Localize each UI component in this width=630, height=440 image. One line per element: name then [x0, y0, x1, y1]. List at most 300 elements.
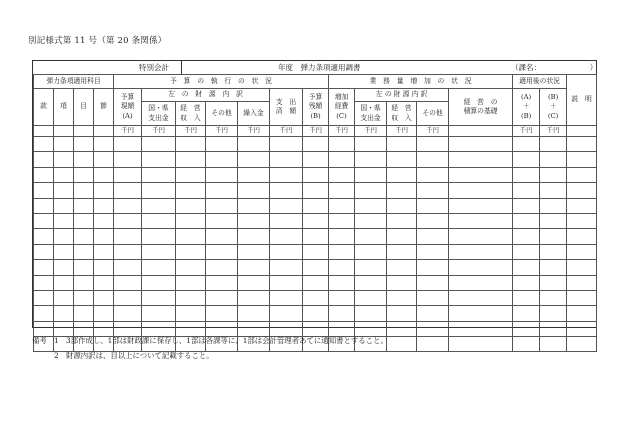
entry-cell[interactable] [355, 229, 387, 244]
entry-cell[interactable] [417, 244, 449, 259]
entry-cell[interactable] [417, 321, 449, 336]
unit-cell-empty [54, 126, 74, 137]
entry-cell[interactable] [540, 137, 567, 152]
entry-cell[interactable] [176, 229, 206, 244]
table-row [34, 183, 597, 198]
entry-cell[interactable] [114, 198, 142, 213]
entry-cell[interactable] [176, 290, 206, 305]
entry-cell[interactable] [114, 167, 142, 182]
entry-cell[interactable] [54, 152, 74, 167]
entry-cell[interactable] [206, 229, 238, 244]
entry-cell[interactable] [513, 290, 540, 305]
entry-cell[interactable] [449, 337, 513, 352]
entry-cell[interactable] [74, 198, 94, 213]
entry-cell[interactable] [449, 213, 513, 228]
entry-cell[interactable] [94, 152, 114, 167]
entry-cell[interactable] [449, 321, 513, 336]
entry-cell[interactable] [74, 229, 94, 244]
unit-cell-empty [567, 126, 597, 137]
entry-cell[interactable] [513, 275, 540, 290]
entry-cell[interactable] [238, 198, 270, 213]
a-plus-b-l2: ＋ [522, 102, 530, 111]
entry-cell[interactable] [513, 137, 540, 152]
table-row [34, 167, 597, 182]
entry-cell[interactable] [417, 183, 449, 198]
entry-cell[interactable] [142, 306, 176, 321]
note-line-1 [32, 333, 388, 348]
entry-cell[interactable] [94, 198, 114, 213]
entry-cell[interactable] [34, 183, 54, 198]
entry-cell[interactable] [387, 306, 417, 321]
entry-cell[interactable] [142, 198, 176, 213]
entry-cell[interactable] [355, 198, 387, 213]
unit-business-income: 千円 [176, 126, 206, 137]
entry-cell[interactable] [94, 229, 114, 244]
entry-cell[interactable] [355, 306, 387, 321]
entry-cell[interactable] [449, 137, 513, 152]
explanation-header: 説 明 [567, 75, 597, 126]
entry-cell[interactable] [34, 198, 54, 213]
unit-cell-empty [94, 126, 114, 137]
entry-cell[interactable] [142, 152, 176, 167]
entry-cell[interactable] [449, 198, 513, 213]
entry-cell[interactable] [94, 137, 114, 152]
entry-cell[interactable] [355, 290, 387, 305]
entry-cell[interactable] [206, 198, 238, 213]
budget-bal-l3: (B) [310, 111, 321, 120]
entry-cell[interactable] [329, 244, 355, 259]
entry-cell[interactable] [449, 152, 513, 167]
entry-cell[interactable] [355, 244, 387, 259]
entry-cell[interactable] [387, 260, 417, 275]
entry-cell[interactable] [417, 167, 449, 182]
entry-cell[interactable] [94, 167, 114, 182]
entry-cell[interactable] [74, 306, 94, 321]
entry-cell[interactable] [540, 321, 567, 336]
entry-cell[interactable] [329, 137, 355, 152]
bus-income-l1: 経 営 [180, 104, 201, 112]
header-row-1 [34, 75, 597, 89]
entry-cell[interactable] [238, 183, 270, 198]
inc-cost-l3: (C) [336, 111, 347, 120]
entry-cell[interactable] [206, 260, 238, 275]
entry-cell[interactable] [387, 183, 417, 198]
entry-cell[interactable] [114, 260, 142, 275]
table-row [34, 198, 597, 213]
entry-cell[interactable] [303, 260, 329, 275]
entry-cell[interactable] [329, 198, 355, 213]
entry-cell[interactable] [449, 290, 513, 305]
entry-cell[interactable] [94, 290, 114, 305]
entry-cell[interactable] [417, 152, 449, 167]
entry-cell[interactable] [417, 213, 449, 228]
entry-cell[interactable] [567, 321, 597, 336]
entry-cell[interactable] [114, 229, 142, 244]
entry-cell[interactable] [176, 137, 206, 152]
entry-cell[interactable] [449, 260, 513, 275]
entry-cell[interactable] [417, 198, 449, 213]
entry-cell[interactable] [34, 260, 54, 275]
entry-cell[interactable] [206, 137, 238, 152]
spent-header [270, 89, 303, 126]
budget-amount-header [114, 89, 142, 126]
moku-header: 目 [74, 89, 94, 126]
entry-cell[interactable] [270, 213, 303, 228]
subject-header: 弾力条項適用科目 [34, 75, 114, 89]
entry-cell[interactable] [540, 244, 567, 259]
entry-cell[interactable] [567, 290, 597, 305]
entry-cell[interactable] [74, 167, 94, 182]
entry-cell[interactable] [540, 229, 567, 244]
entry-cell[interactable] [567, 183, 597, 198]
entry-cell[interactable] [176, 167, 206, 182]
entry-cell[interactable] [417, 275, 449, 290]
entry-cell[interactable] [176, 198, 206, 213]
entry-cell[interactable] [238, 260, 270, 275]
entry-cell[interactable] [142, 260, 176, 275]
entry-cell[interactable] [513, 198, 540, 213]
entry-cell[interactable] [74, 213, 94, 228]
entry-cell[interactable] [513, 260, 540, 275]
entry-cell[interactable] [206, 152, 238, 167]
entry-cell[interactable] [74, 183, 94, 198]
entry-cell[interactable] [329, 306, 355, 321]
entry-cell[interactable] [329, 152, 355, 167]
entry-cell[interactable] [142, 137, 176, 152]
table-row [34, 213, 597, 228]
entry-cell[interactable] [513, 167, 540, 182]
entry-cell[interactable] [238, 290, 270, 305]
entry-cell[interactable] [142, 213, 176, 228]
entry-cell[interactable] [238, 213, 270, 228]
entry-cell[interactable] [567, 137, 597, 152]
entry-cell[interactable] [74, 244, 94, 259]
entry-cell[interactable] [387, 337, 417, 352]
national-pref-2-header [355, 102, 387, 126]
unit-business-income-2: 千円 [387, 126, 417, 137]
entry-cell[interactable] [270, 244, 303, 259]
entry-cell[interactable] [303, 198, 329, 213]
entry-cell[interactable] [329, 183, 355, 198]
entry-cell[interactable] [567, 198, 597, 213]
entry-cell[interactable] [114, 275, 142, 290]
entry-cell[interactable] [329, 275, 355, 290]
entry-cell[interactable] [94, 213, 114, 228]
entry-cell[interactable] [270, 306, 303, 321]
entry-cell[interactable] [355, 275, 387, 290]
entry-cell[interactable] [176, 260, 206, 275]
entry-cell[interactable] [417, 229, 449, 244]
entry-cell[interactable] [387, 229, 417, 244]
entry-cell[interactable] [387, 213, 417, 228]
bus-income-l2: 収 入 [180, 113, 201, 122]
entry-cell[interactable] [329, 229, 355, 244]
entry-cell[interactable] [176, 244, 206, 259]
unit-other: 千円 [206, 126, 238, 137]
entry-cell[interactable] [513, 306, 540, 321]
entry-cell[interactable] [387, 275, 417, 290]
entry-cell[interactable] [114, 306, 142, 321]
entry-cell[interactable] [567, 167, 597, 182]
entry-cell[interactable] [513, 244, 540, 259]
nat-pref-b-l1: 国・県 [360, 104, 381, 112]
entry-cell[interactable] [238, 229, 270, 244]
entry-cell[interactable] [142, 229, 176, 244]
entry-cell[interactable] [387, 290, 417, 305]
entry-cell[interactable] [355, 152, 387, 167]
entry-cell[interactable] [513, 321, 540, 336]
table-row [34, 275, 597, 290]
entry-cell[interactable] [74, 290, 94, 305]
entry-cell[interactable] [540, 183, 567, 198]
entry-cell[interactable] [176, 152, 206, 167]
entry-cell[interactable] [94, 260, 114, 275]
entry-cell[interactable] [270, 260, 303, 275]
special-account-label: 特別会計 [139, 63, 169, 72]
entry-cell[interactable] [329, 260, 355, 275]
unit-cell-empty [449, 126, 513, 137]
entry-cell[interactable] [303, 183, 329, 198]
entry-cell[interactable] [329, 290, 355, 305]
entry-cell[interactable] [34, 167, 54, 182]
entry-cell[interactable] [94, 183, 114, 198]
entry-cell[interactable] [270, 183, 303, 198]
ledger-sheet [32, 60, 597, 328]
entry-cell[interactable] [94, 306, 114, 321]
entry-cell[interactable] [540, 275, 567, 290]
entry-cell[interactable] [387, 152, 417, 167]
entry-cell[interactable] [540, 167, 567, 182]
entry-cell[interactable] [54, 167, 74, 182]
entry-cell[interactable] [303, 290, 329, 305]
entry-cell[interactable] [176, 275, 206, 290]
entry-cell[interactable] [94, 244, 114, 259]
note-line-2 [32, 348, 388, 363]
note-text: 財源内訳は、目以上について記載すること。 [66, 351, 214, 360]
entry-cell[interactable] [270, 152, 303, 167]
entry-cell[interactable] [567, 275, 597, 290]
entry-cell[interactable] [206, 244, 238, 259]
entry-cell[interactable] [142, 275, 176, 290]
entry-cell[interactable] [387, 321, 417, 336]
other-2-header: その他 [417, 102, 449, 126]
entry-cell[interactable] [540, 306, 567, 321]
entry-cell[interactable] [206, 167, 238, 182]
entry-cell[interactable] [114, 152, 142, 167]
form-identifier: 別記様式第 11 号（第 20 条関係） [28, 36, 167, 46]
entry-cell[interactable] [540, 198, 567, 213]
entry-cell[interactable] [54, 137, 74, 152]
entry-cell[interactable] [176, 213, 206, 228]
entry-cell[interactable] [540, 152, 567, 167]
entry-cell[interactable] [387, 198, 417, 213]
entry-cell[interactable] [34, 244, 54, 259]
special-account-box [33, 61, 182, 74]
budget-amount-l3: (A) [122, 111, 133, 120]
nat-pref-l2: 支出金 [148, 113, 169, 122]
entry-cell[interactable] [355, 167, 387, 182]
entry-cell[interactable] [238, 167, 270, 182]
entry-cell[interactable] [176, 183, 206, 198]
entry-cell[interactable] [206, 306, 238, 321]
entry-cell[interactable] [567, 306, 597, 321]
spent-l2: 済 額 [275, 107, 297, 115]
entry-cell[interactable] [34, 152, 54, 167]
entry-cell[interactable] [114, 290, 142, 305]
entry-cell[interactable] [206, 275, 238, 290]
unit-increase-cost: 千円 [329, 126, 355, 137]
entry-cell[interactable] [513, 337, 540, 352]
entry-cell[interactable] [540, 260, 567, 275]
entry-cell[interactable] [270, 275, 303, 290]
budget-balance-header [303, 89, 329, 126]
setsu-header: 節 [94, 89, 114, 126]
entry-cell[interactable] [114, 244, 142, 259]
budget-bal-l1: 予算 [308, 92, 323, 101]
entry-cell[interactable] [387, 137, 417, 152]
entry-cell[interactable] [540, 290, 567, 305]
table-row [34, 306, 597, 321]
finance-breakdown-2-header: 左 の 財 源 内 訳 [355, 89, 449, 102]
entry-cell[interactable] [142, 167, 176, 182]
entry-cell[interactable] [114, 137, 142, 152]
entry-cell[interactable] [142, 290, 176, 305]
table-row [34, 260, 597, 275]
entry-cell[interactable] [54, 244, 74, 259]
entry-cell[interactable] [355, 137, 387, 152]
entry-cell[interactable] [513, 152, 540, 167]
entry-cell[interactable] [567, 229, 597, 244]
entry-cell[interactable] [303, 152, 329, 167]
entry-cell[interactable] [513, 213, 540, 228]
entry-cell[interactable] [449, 183, 513, 198]
entry-cell[interactable] [270, 167, 303, 182]
entry-cell[interactable] [329, 213, 355, 228]
entry-cell[interactable] [114, 213, 142, 228]
entry-cell[interactable] [238, 275, 270, 290]
entry-cell[interactable] [303, 244, 329, 259]
entry-cell[interactable] [142, 183, 176, 198]
entry-cell[interactable] [513, 229, 540, 244]
entry-cell[interactable] [270, 137, 303, 152]
table-row [34, 244, 597, 259]
entry-cell[interactable] [34, 275, 54, 290]
entry-cell[interactable] [417, 306, 449, 321]
entry-cell[interactable] [417, 260, 449, 275]
entry-cell[interactable] [34, 229, 54, 244]
entry-cell[interactable] [449, 306, 513, 321]
entry-cell[interactable] [74, 260, 94, 275]
entry-cell[interactable] [449, 244, 513, 259]
entry-cell[interactable] [417, 290, 449, 305]
entry-cell[interactable] [387, 167, 417, 182]
entry-cell[interactable] [387, 244, 417, 259]
section-name-label: （課名： ） [511, 63, 598, 72]
entry-cell[interactable] [114, 183, 142, 198]
workload-header: 業 務 量 増 加 の 状 況 [329, 75, 513, 89]
entry-cell[interactable] [54, 290, 74, 305]
entry-cell[interactable] [34, 306, 54, 321]
entry-cell[interactable] [142, 244, 176, 259]
entry-cell[interactable] [449, 275, 513, 290]
entry-cell[interactable] [206, 183, 238, 198]
nat-pref-l1: 国・県 [148, 104, 169, 112]
entry-cell[interactable] [303, 213, 329, 228]
entry-cell[interactable] [206, 290, 238, 305]
entry-cell[interactable] [513, 183, 540, 198]
entry-cell[interactable] [74, 152, 94, 167]
entry-cell[interactable] [567, 213, 597, 228]
unit-spent: 千円 [270, 126, 303, 137]
entry-cell[interactable] [329, 167, 355, 182]
entry-cell[interactable] [355, 213, 387, 228]
increase-cost-header [329, 89, 355, 126]
entry-cell[interactable] [303, 137, 329, 152]
entry-cell[interactable] [74, 137, 94, 152]
entry-cell[interactable] [54, 183, 74, 198]
finance-breakdown-header: 左 の 財 源 内 訳 [142, 89, 270, 102]
b-plus-c-l1: (B) [547, 92, 559, 101]
entry-cell[interactable] [449, 229, 513, 244]
entry-cell[interactable] [270, 290, 303, 305]
entry-cell[interactable] [54, 229, 74, 244]
entry-cell[interactable] [54, 306, 74, 321]
entry-cell[interactable] [176, 306, 206, 321]
entry-cell[interactable] [238, 137, 270, 152]
entry-cell[interactable] [238, 244, 270, 259]
entry-cell[interactable] [417, 137, 449, 152]
entry-cell[interactable] [94, 275, 114, 290]
entry-cell[interactable] [567, 260, 597, 275]
entry-cell[interactable] [355, 260, 387, 275]
table-row [34, 229, 597, 244]
entry-cell[interactable] [540, 213, 567, 228]
entry-cell[interactable] [567, 337, 597, 352]
entry-cell[interactable] [303, 167, 329, 182]
business-income-header [176, 102, 206, 126]
entry-cell[interactable] [567, 152, 597, 167]
entry-cell[interactable] [270, 198, 303, 213]
entry-cell[interactable] [238, 152, 270, 167]
entry-cell[interactable] [54, 213, 74, 228]
a-plus-b-l3: (B) [520, 111, 532, 120]
calc-basis-l2: 積算の基礎 [463, 107, 498, 115]
note-number: 2 [54, 351, 59, 360]
entry-cell[interactable] [540, 337, 567, 352]
entry-cell[interactable] [417, 337, 449, 352]
entry-cell[interactable] [54, 198, 74, 213]
entry-cell[interactable] [74, 275, 94, 290]
budget-amount-l2: 現額 [120, 102, 135, 111]
entry-cell[interactable] [270, 229, 303, 244]
unit-budget-balance: 千円 [303, 126, 329, 137]
entry-cell[interactable] [303, 229, 329, 244]
entry-cell[interactable] [34, 213, 54, 228]
entry-cell[interactable] [34, 290, 54, 305]
entry-cell[interactable] [238, 306, 270, 321]
entry-cell[interactable] [54, 260, 74, 275]
entry-cell[interactable] [54, 275, 74, 290]
entry-cell[interactable] [567, 244, 597, 259]
entry-cell[interactable] [303, 275, 329, 290]
entry-cell[interactable] [206, 213, 238, 228]
title-row [33, 61, 596, 75]
entry-cell[interactable] [449, 167, 513, 182]
carryover-header: 繰入金 [238, 102, 270, 126]
entry-cell[interactable] [355, 183, 387, 198]
entry-cell[interactable] [303, 306, 329, 321]
entry-cell[interactable] [34, 137, 54, 152]
